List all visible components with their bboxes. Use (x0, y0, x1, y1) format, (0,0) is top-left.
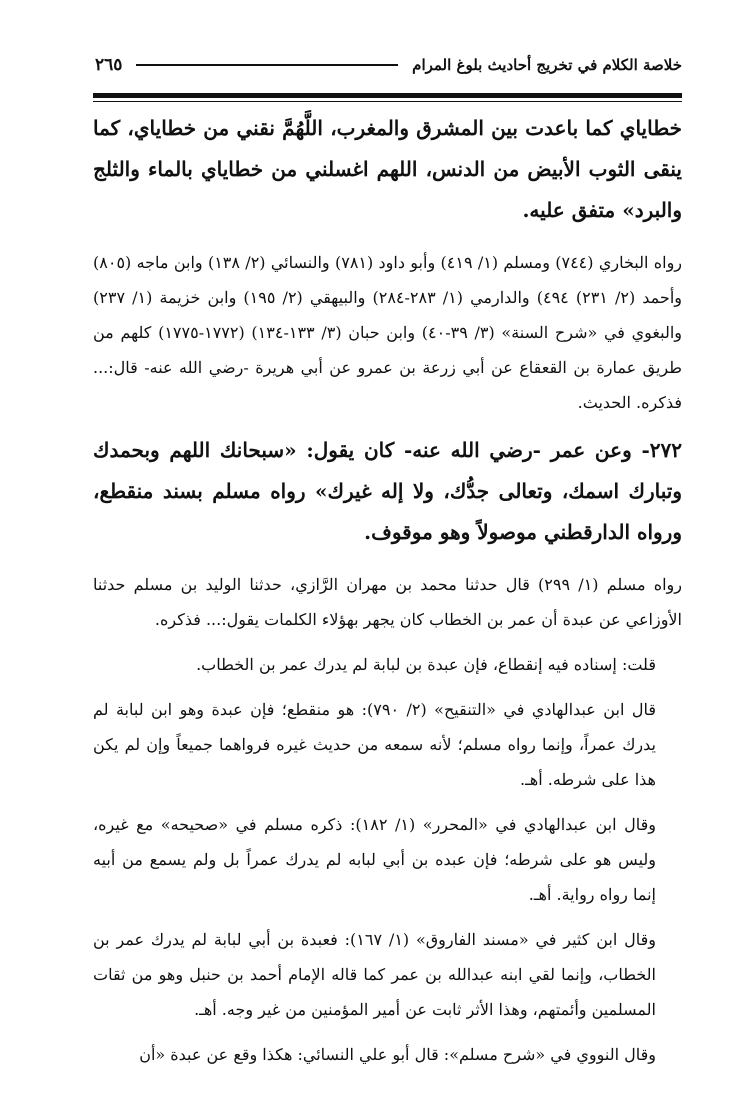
quote-ibn-kathir: وقال ابن كثير في «مسند الفاروق» (١/ ١٦٧): فعبدة بن أبي لبابة لم يدرك عمر بن الخطاب، وإنما لقي ابنه عبدالله بن عمر كما قاله الإمام أحمد بن حنبل وهو من ثقات المسلمين وأئمتهم، وهذا الأثر ثابت عن أمير المؤمنين من غير وجه. أهـ. (93, 930, 656, 1019)
quote-nawawi: وقال النووي في «شرح مسلم»: قال أبو علي النسائي: هكذا وقع عن عبدة «أن (139, 1045, 656, 1064)
hadith-continuation: خطاياي كما باعدت بين المشرق والمغرب، اللَّهُمَّ نقني من خطاياي، كما ينقى الثوب الأبيض من الدنس، اللهم اغسلني من خطاياي بالماء والثلج والبرد» متفق عليه. (93, 116, 682, 222)
header-rule-thin (93, 101, 682, 102)
running-header (95, 52, 682, 78)
takhrij-paragraph-1: رواه البخاري (٧٤٤) ومسلم (١/ ٤١٩) وأبو داود (٧٨١) والنسائي (٢/ ١٣٨) وابن ماجه (٨٠٥) وأحمد (٢/ ٢٣١) ٤٩٤) والدارمي (١/ ٢٨٣-٢٨٤) والبيهقي (٢/ ١٩٥) وابن خزيمة (١/ ٢٣٧) والبغوي في «شرح السنة» (٣/ ٣٩-٤٠) وابن حبان (٣/ ١٣٣-١٣٤) (١٧٧٢-١٧٧٥) كلهم من طريق عمارة بن القعقاع عن أبي زرعة بن عمرو عن أبي هريرة -رضي الله عنه- قال:... فذكره. الحديث. (93, 253, 683, 412)
header-rule-thick (93, 93, 682, 98)
takhrij-paragraph-2: رواه مسلم (١/ ٢٩٩) قال حدثنا محمد بن مهران الرَّازي، حدثنا الوليد بن مسلم حدثنا الأوزاعي عن عبدة أن عمر بن الخطاب كان يجهر بهؤلاء الكلمات يقول:... فذكره. (93, 575, 683, 629)
quote-ibn-abd-alhadi-muharrar: وقال ابن عبدالهادي في «المحرر» (١/ ١٨٢): ذكره مسلم في «صحيحه» مع غيره، وليس هو على شرطه؛ فإن عبده بن أبي لبابه لم يدرك عمراً بل ولم يسمع من أبيه إنما رواه رواية. أهـ. (93, 815, 657, 904)
page-body (93, 108, 682, 1082)
page-number: ٢٦٥ (95, 55, 123, 75)
running-title: خلاصة الكلام في تخريج أحاديث بلوغ المرام (412, 56, 682, 74)
hadith-272: ٢٧٢- وعن عمر -رضي الله عنه- كان يقول: «سبحانك اللهم وبحمدك وتبارك اسمك، وتعالى جدُّك، ولا إله غيرك» رواه مسلم بسند منقطع، ورواه الدارقطني موصولاً وهو موقوف. (93, 438, 682, 544)
quote-ibn-abd-alhadi-tanqih: قال ابن عبدالهادي في «التنقيح» (٢/ ٧٩٠): هو منقطع؛ فإن عبدة وهو ابن لبابة لم يدرك عمراً، وإنما رواه مسلم؛ لأنه سمعه من حديث غيره فرواهما جميعاً وإن لم يكن هذا على شرطه. أهـ. (93, 700, 657, 789)
author-comment: قلت: إسناده فيه إنقطاع، فإن عبدة بن لبابة لم يدرك عمر بن الخطاب. (196, 655, 656, 674)
header-line (136, 64, 398, 66)
